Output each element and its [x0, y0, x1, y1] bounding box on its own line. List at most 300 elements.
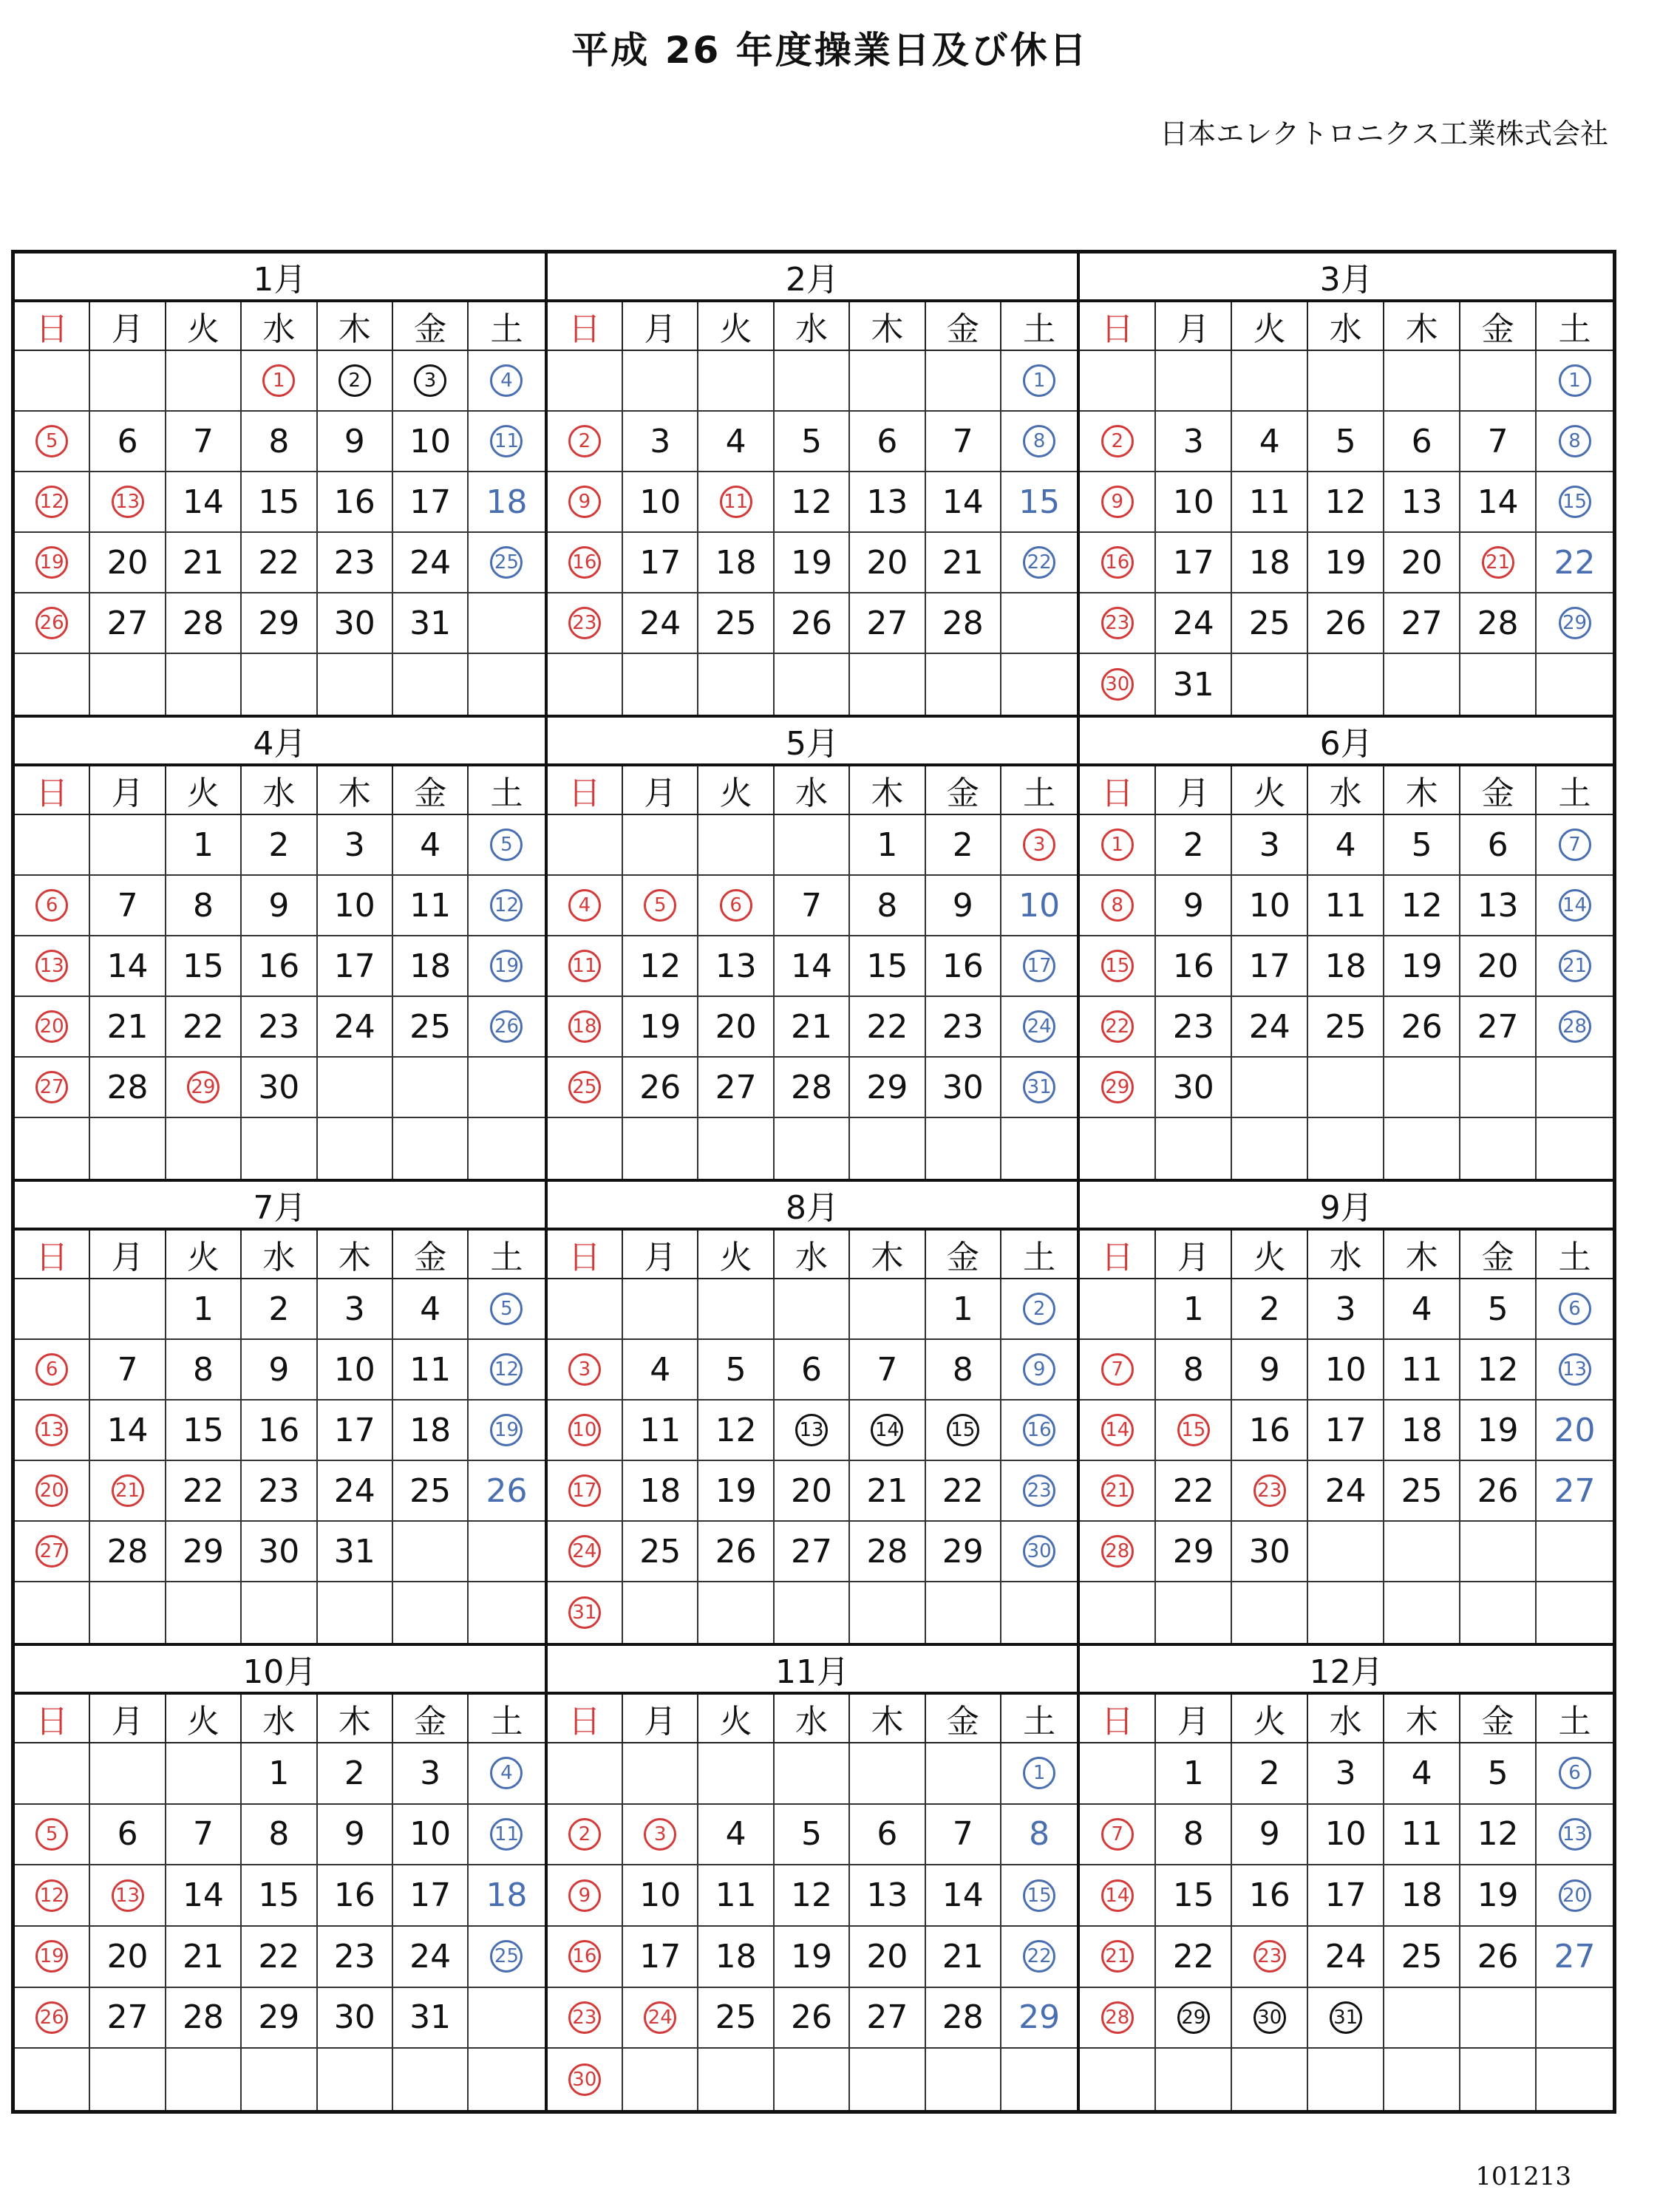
- day-cell: [850, 815, 925, 874]
- day-cell: [1156, 1988, 1232, 2048]
- day-cell: [548, 1988, 623, 2048]
- day-cell: [1080, 1118, 1156, 1179]
- weekday-label: 土: [1558, 1239, 1591, 1276]
- day-number: 7: [1487, 422, 1508, 460]
- week-row: [1080, 533, 1613, 593]
- day-number: 20: [1554, 1411, 1596, 1449]
- day-number: 6: [117, 422, 138, 460]
- month-title: 4月: [15, 718, 545, 766]
- day-cell: [926, 1279, 1001, 1338]
- day-cell: [242, 1582, 317, 1643]
- holiday-day-number: 16: [568, 546, 601, 579]
- holiday-day-number: 7: [1101, 1353, 1134, 1386]
- day-number: 20: [1401, 543, 1443, 582]
- day-cell: [775, 1401, 850, 1460]
- day-cell: [698, 351, 774, 410]
- day-cell: [242, 1522, 317, 1581]
- day-cell: [1080, 472, 1156, 531]
- day-cell: [775, 815, 850, 874]
- day-cell: [15, 1988, 90, 2048]
- day-number: 6: [117, 1815, 138, 1854]
- day-number: 23: [1172, 1007, 1214, 1046]
- holiday-day-number: 28: [1101, 1535, 1134, 1568]
- day-cell: [318, 1582, 393, 1643]
- day-cell: [318, 815, 393, 874]
- day-number: 24: [409, 1937, 452, 1976]
- holiday-day-number: 6: [1559, 1757, 1591, 1789]
- day-cell: [1156, 1522, 1232, 1581]
- day-cell: [623, 936, 698, 996]
- holiday-day-number: 27: [35, 1071, 68, 1103]
- holiday-day-number: 23: [1101, 607, 1134, 639]
- day-cell: [1001, 2049, 1077, 2110]
- day-cell: [15, 1118, 90, 1179]
- day-cell: [166, 997, 242, 1056]
- day-number: 20: [866, 543, 908, 582]
- holiday-day-number: 30: [1253, 2001, 1286, 2034]
- day-cell: [926, 1743, 1001, 1803]
- weekday-label: 火: [166, 302, 242, 350]
- day-cell: [1308, 997, 1384, 1056]
- day-cell: [393, 876, 469, 935]
- day-cell: [393, 1401, 469, 1460]
- day-cell: [850, 412, 925, 471]
- day-cell: [469, 351, 544, 410]
- day-cell: [926, 997, 1001, 1056]
- day-cell: [926, 593, 1001, 653]
- day-cell: [1001, 876, 1077, 935]
- weekday-label: 金: [393, 302, 469, 350]
- day-cell: [318, 351, 393, 410]
- day-number: 13: [866, 483, 908, 521]
- day-number: 25: [715, 604, 757, 642]
- day-cell: [926, 1522, 1001, 1581]
- day-cell: [1232, 412, 1308, 471]
- holiday-day-number: 11: [720, 486, 752, 518]
- day-cell: [1460, 1058, 1537, 1117]
- day-number: 25: [1401, 1471, 1443, 1510]
- day-cell: [1232, 1988, 1308, 2048]
- day-number: 29: [182, 1532, 224, 1570]
- holiday-day-number: 5: [490, 828, 523, 861]
- holiday-day-number: 13: [35, 1414, 68, 1446]
- holiday-day-number: 30: [1023, 1535, 1055, 1568]
- day-cell: [926, 1340, 1001, 1399]
- day-cell: [1460, 997, 1537, 1056]
- holiday-day-number: 28: [1559, 1010, 1591, 1043]
- day-cell: [850, 1743, 925, 1803]
- day-cell: [775, 593, 850, 653]
- weekday-label: 金: [393, 1231, 469, 1278]
- day-cell: [1001, 1279, 1077, 1338]
- day-number: 7: [117, 886, 138, 925]
- day-cell: [1384, 1865, 1460, 1925]
- day-cell: [1232, 533, 1308, 592]
- day-cell: [90, 654, 166, 715]
- weekday-label: 日: [1080, 1695, 1156, 1742]
- day-number: 2: [952, 826, 973, 864]
- day-cell: [623, 997, 698, 1056]
- weekday-label: 火: [1232, 766, 1308, 814]
- week-row: [1080, 1340, 1613, 1401]
- day-cell: [242, 1340, 317, 1399]
- day-number: 23: [942, 1007, 984, 1046]
- day-cell: [469, 1865, 544, 1925]
- day-number: 24: [409, 543, 452, 582]
- day-cell: [1156, 1118, 1232, 1179]
- day-cell: [1080, 1279, 1156, 1338]
- weekday-label: 月: [90, 1695, 166, 1742]
- day-cell: [90, 1340, 166, 1399]
- day-cell: [1537, 815, 1613, 874]
- day-number: 19: [1324, 543, 1367, 582]
- weekday-label: 日: [15, 302, 90, 350]
- week-row: [1080, 1865, 1613, 1927]
- weekday-label: 日: [1080, 766, 1156, 814]
- day-number: 14: [106, 947, 149, 985]
- day-cell: [1308, 472, 1384, 531]
- day-cell: [1080, 1401, 1156, 1460]
- day-cell: [1308, 1522, 1384, 1581]
- day-cell: [623, 412, 698, 471]
- day-number: 13: [715, 947, 757, 985]
- day-number: 11: [1248, 483, 1290, 521]
- day-cell: [242, 936, 317, 996]
- day-cell: [1460, 1743, 1537, 1803]
- day-number: 26: [790, 604, 832, 642]
- day-cell: [775, 1279, 850, 1338]
- day-cell: [1156, 815, 1232, 874]
- day-cell: [1001, 1988, 1077, 2048]
- day-cell: [393, 815, 469, 874]
- day-number: 14: [942, 483, 984, 521]
- day-number: 9: [268, 886, 290, 925]
- day-number: 5: [725, 1350, 746, 1389]
- day-cell: [548, 1118, 623, 1179]
- day-cell: [1156, 936, 1232, 996]
- day-cell: [469, 1279, 544, 1338]
- day-number: 8: [1183, 1350, 1204, 1389]
- day-number: 26: [790, 1998, 832, 2037]
- day-cell: [623, 1805, 698, 1865]
- day-cell: [1232, 1461, 1308, 1520]
- day-cell: [469, 1340, 544, 1399]
- day-cell: [1080, 1461, 1156, 1520]
- day-cell: [850, 1865, 925, 1925]
- day-cell: [242, 654, 317, 715]
- weekday-label: 月: [90, 302, 166, 350]
- day-number: 1: [1183, 1290, 1204, 1328]
- day-cell: [1080, 412, 1156, 471]
- weekday-label: 土: [1023, 1239, 1056, 1276]
- day-number: 24: [1172, 604, 1214, 642]
- day-cell: [1308, 936, 1384, 996]
- day-number: 19: [1401, 947, 1443, 985]
- week-row: [548, 1461, 1078, 1522]
- day-cell: [1384, 351, 1460, 410]
- month-title: 2月: [548, 253, 1078, 302]
- day-cell: [1384, 1279, 1460, 1338]
- holiday-day-number: 16: [568, 1940, 601, 1973]
- day-number: 3: [1183, 422, 1204, 460]
- day-number: 6: [1411, 422, 1432, 460]
- day-number: 3: [650, 422, 671, 460]
- holiday-day-number: 3: [414, 364, 446, 397]
- day-cell: [1232, 1805, 1308, 1865]
- day-cell: [90, 1279, 166, 1338]
- day-number: 30: [258, 1068, 300, 1106]
- day-number: 26: [715, 1532, 757, 1570]
- day-cell: [548, 1522, 623, 1581]
- day-cell: [1001, 1743, 1077, 1803]
- day-cell: [1460, 1865, 1537, 1925]
- holiday-day-number: 3: [644, 1818, 676, 1851]
- weekday-label: 木: [850, 1231, 925, 1278]
- day-cell: [15, 1927, 90, 1987]
- day-cell: [1308, 1743, 1384, 1803]
- month-title: 3月: [1080, 253, 1613, 302]
- day-cell: [1001, 1805, 1077, 1865]
- day-cell: [166, 1805, 242, 1865]
- day-cell: [1080, 1988, 1156, 2048]
- day-cell: [1156, 1279, 1232, 1338]
- day-cell: [1232, 1865, 1308, 1925]
- month-calendar: [1080, 1646, 1613, 2110]
- weekday-label: 月: [623, 766, 698, 814]
- day-cell: [1308, 533, 1384, 592]
- weekday-label: 水: [775, 1695, 850, 1742]
- holiday-day-number: 14: [1101, 1879, 1134, 1912]
- weekday-label: 木: [850, 766, 925, 814]
- day-number: 21: [106, 1007, 149, 1046]
- holiday-day-number: 6: [1559, 1293, 1591, 1325]
- day-cell: [393, 351, 469, 410]
- weekday-label: 水: [242, 1231, 317, 1278]
- day-number: 7: [800, 886, 822, 925]
- day-cell: [242, 997, 317, 1056]
- day-number: 3: [1335, 1754, 1356, 1792]
- day-cell: [1232, 1522, 1308, 1581]
- weekday-label: 水: [1308, 1231, 1384, 1278]
- day-cell: [242, 1743, 317, 1803]
- day-cell: [698, 1927, 774, 1987]
- weekday-label: 土: [1023, 775, 1056, 812]
- month-calendar: [548, 1646, 1081, 2110]
- day-cell: [1156, 1582, 1232, 1643]
- weekday-label: 日: [15, 1231, 90, 1278]
- day-cell: [1537, 472, 1613, 531]
- weekday-label: 金: [926, 1231, 1001, 1278]
- day-cell: [698, 1461, 774, 1520]
- day-cell: [90, 2049, 166, 2110]
- weekday-label: 木: [1384, 1695, 1460, 1742]
- day-number: 27: [106, 1998, 149, 2037]
- weekday-label: 月: [1156, 766, 1232, 814]
- day-cell: [1384, 815, 1460, 874]
- week-row: [548, 997, 1078, 1058]
- day-cell: [469, 1805, 544, 1865]
- day-cell: [1537, 936, 1613, 996]
- day-cell: [318, 997, 393, 1056]
- week-row: [15, 654, 545, 715]
- day-cell: [698, 1865, 774, 1925]
- day-cell: [1156, 351, 1232, 410]
- day-cell: [1232, 2049, 1308, 2110]
- day-cell: [318, 1927, 393, 1987]
- day-cell: [1460, 1340, 1537, 1399]
- day-cell: [90, 876, 166, 935]
- day-number: 14: [182, 483, 224, 521]
- holiday-day-number: 19: [35, 1940, 68, 1973]
- weekday-label: 月: [90, 766, 166, 814]
- weekday-label: 月: [623, 302, 698, 350]
- day-cell: [850, 1340, 925, 1399]
- month-calendar: [15, 253, 548, 718]
- holiday-day-number: 31: [1023, 1071, 1055, 1103]
- day-number: 5: [800, 1815, 822, 1854]
- day-number: 22: [258, 1937, 300, 1976]
- day-number: 4: [1259, 422, 1280, 460]
- holiday-day-number: 8: [1101, 889, 1134, 922]
- day-number: 24: [1324, 1471, 1367, 1510]
- day-number: 14: [182, 1876, 224, 1915]
- day-number: 8: [1029, 1815, 1050, 1854]
- day-cell: [548, 876, 623, 935]
- holiday-day-number: 23: [1253, 1940, 1286, 1973]
- day-cell: [393, 1582, 469, 1643]
- day-cell: [548, 1865, 623, 1925]
- day-cell: [1460, 1118, 1537, 1179]
- holiday-day-number: 20: [1559, 1879, 1591, 1912]
- day-cell: [698, 2049, 774, 2110]
- day-cell: [318, 1805, 393, 1865]
- day-cell: [775, 412, 850, 471]
- day-cell: [623, 815, 698, 874]
- day-cell: [1384, 654, 1460, 715]
- day-number: 26: [639, 1068, 681, 1106]
- day-number: 17: [639, 1937, 681, 1976]
- day-cell: [166, 1582, 242, 1643]
- holiday-day-number: 19: [35, 546, 68, 579]
- day-cell: [90, 997, 166, 1056]
- day-cell: [393, 2049, 469, 2110]
- day-number: 10: [1324, 1350, 1367, 1389]
- day-cell: [393, 1340, 469, 1399]
- day-number: 28: [866, 1532, 908, 1570]
- day-cell: [1232, 351, 1308, 410]
- day-number: 3: [420, 1754, 441, 1792]
- month-calendar: [1080, 253, 1613, 718]
- week-row: [15, 997, 545, 1058]
- day-cell: [469, 472, 544, 531]
- day-cell: [1384, 472, 1460, 531]
- day-cell: [775, 2049, 850, 2110]
- day-number: 15: [258, 483, 300, 521]
- day-cell: [850, 533, 925, 592]
- weekday-label: 水: [1308, 766, 1384, 814]
- holiday-day-number: 11: [490, 1818, 523, 1851]
- day-number: 19: [715, 1471, 757, 1510]
- week-row: [15, 533, 545, 593]
- weekday-header: [1080, 766, 1613, 815]
- holiday-day-number: 3: [568, 1353, 601, 1386]
- day-number: 20: [715, 1007, 757, 1046]
- day-number: 27: [790, 1532, 832, 1570]
- day-number: 30: [1172, 1068, 1214, 1106]
- day-cell: [15, 1522, 90, 1581]
- weekday-label: 火: [166, 1231, 242, 1278]
- holiday-day-number: 29: [1559, 607, 1591, 639]
- day-cell: [1384, 1582, 1460, 1643]
- day-number: 10: [1172, 483, 1214, 521]
- holiday-day-number: 9: [1023, 1353, 1055, 1386]
- week-row: [548, 351, 1078, 412]
- week-row: [15, 472, 545, 533]
- holiday-day-number: 23: [1253, 1474, 1286, 1507]
- day-cell: [90, 1118, 166, 1179]
- day-cell: [850, 876, 925, 935]
- day-cell: [1308, 1582, 1384, 1643]
- day-cell: [698, 1058, 774, 1117]
- day-number: 22: [182, 1007, 224, 1046]
- holiday-day-number: 13: [112, 1879, 144, 1912]
- day-cell: [1232, 593, 1308, 653]
- day-cell: [1001, 936, 1077, 996]
- day-cell: [166, 1865, 242, 1925]
- day-cell: [318, 1988, 393, 2048]
- weekday-label: 水: [1308, 1695, 1384, 1742]
- day-number: 6: [877, 1815, 898, 1854]
- day-number: 15: [1018, 483, 1061, 521]
- day-cell: [318, 1461, 393, 1520]
- day-cell: [469, 1461, 544, 1520]
- week-row: [15, 1805, 545, 1866]
- day-number: 18: [715, 1937, 757, 1976]
- holiday-day-number: 14: [871, 1414, 903, 1446]
- day-number: 21: [866, 1471, 908, 1510]
- day-cell: [393, 1988, 469, 2048]
- day-number: 21: [942, 543, 984, 582]
- day-cell: [393, 997, 469, 1056]
- holiday-day-number: 4: [490, 364, 523, 397]
- holiday-day-number: 26: [490, 1010, 523, 1043]
- weekday-header: [548, 766, 1078, 815]
- weekday-label: 土: [490, 310, 523, 348]
- weekday-label: 火: [1232, 1695, 1308, 1742]
- day-cell: [393, 593, 469, 653]
- week-row: [548, 654, 1078, 715]
- day-cell: [926, 1988, 1001, 2048]
- weekday-label: 月: [90, 1231, 166, 1278]
- day-number: 28: [106, 1532, 149, 1570]
- day-cell: [1080, 351, 1156, 410]
- day-cell: [90, 1401, 166, 1460]
- day-number: 4: [725, 1815, 746, 1854]
- day-cell: [775, 1988, 850, 2048]
- day-cell: [1384, 1058, 1460, 1117]
- week-row: [548, 412, 1078, 472]
- day-number: 18: [1401, 1876, 1443, 1915]
- day-cell: [1001, 1865, 1077, 1925]
- day-cell: [15, 876, 90, 935]
- day-number: 17: [1172, 543, 1214, 582]
- day-number: 22: [182, 1471, 224, 1510]
- weekday-label: 月: [623, 1695, 698, 1742]
- day-cell: [698, 472, 774, 531]
- day-cell: [242, 1118, 317, 1179]
- weekday-label: 水: [775, 766, 850, 814]
- day-cell: [775, 533, 850, 592]
